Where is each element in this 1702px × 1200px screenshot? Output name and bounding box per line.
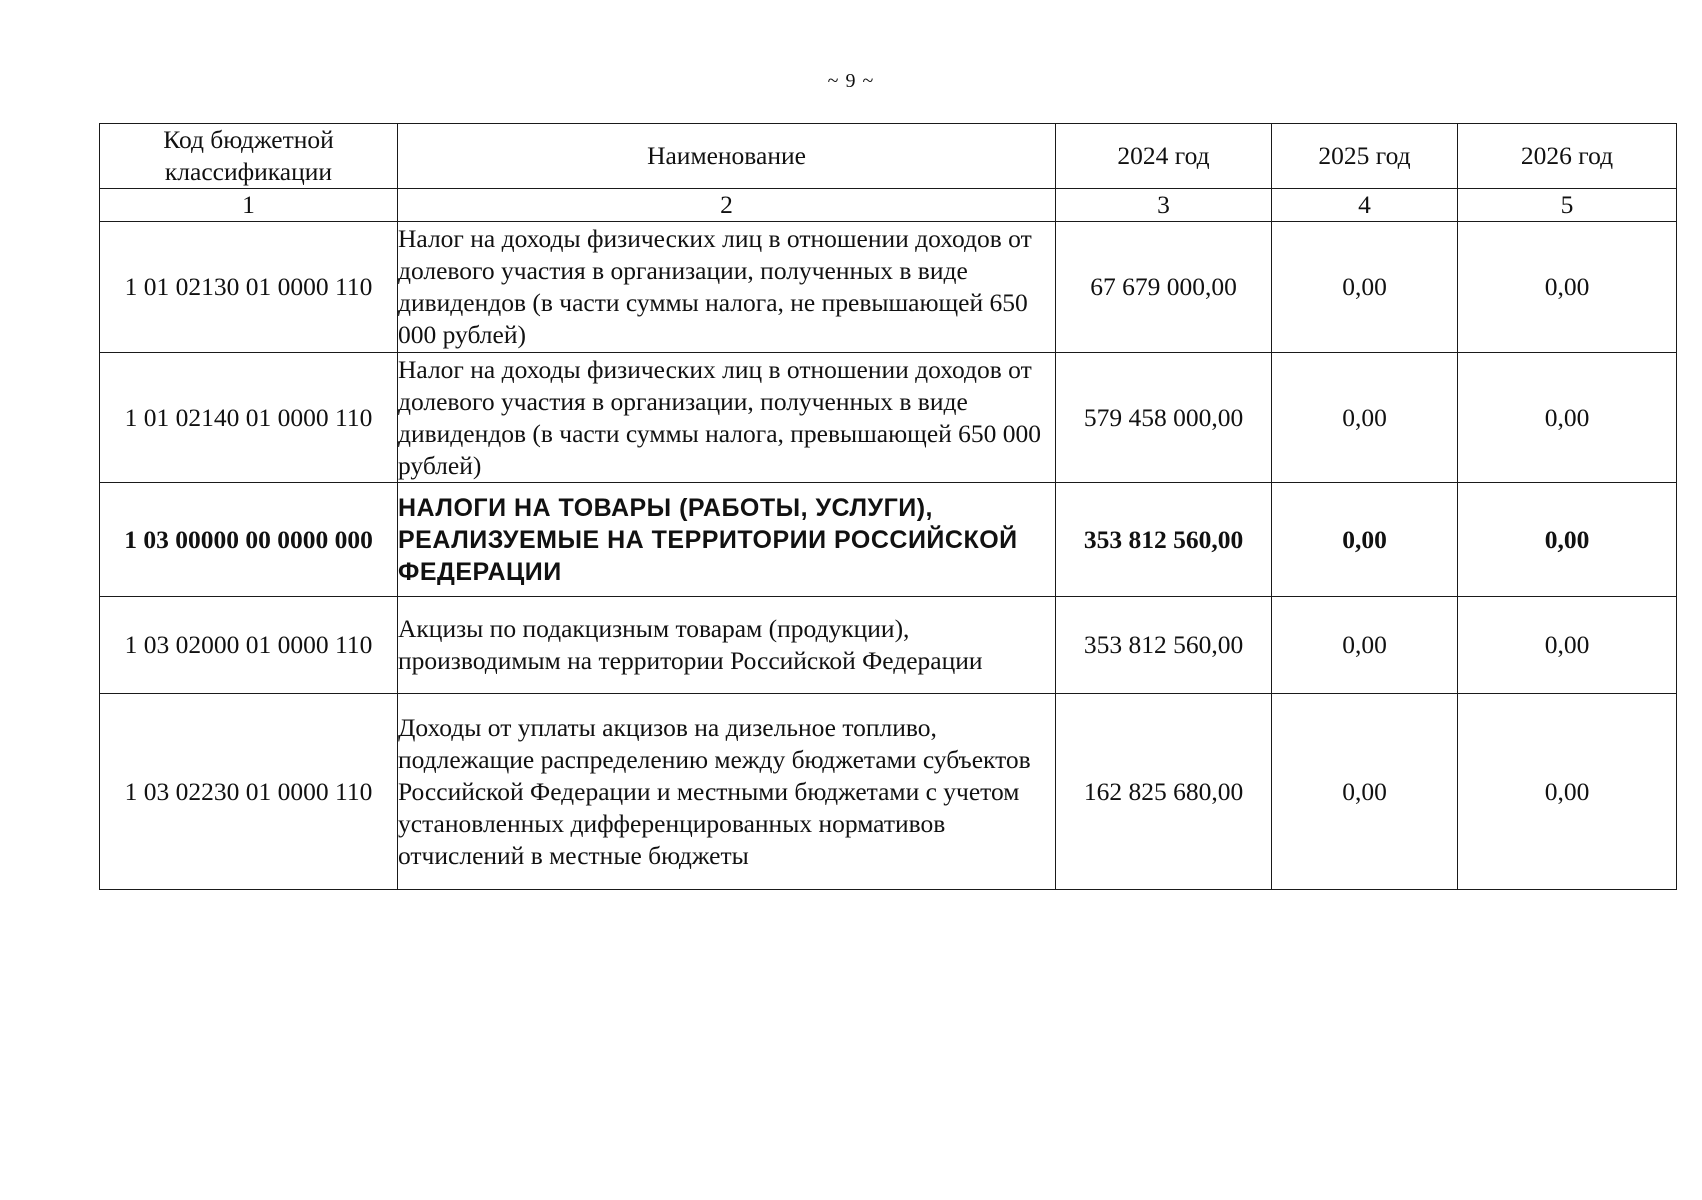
column-number: 5 (1458, 189, 1677, 222)
amount-2024-cell: 162 825 680,00 (1056, 694, 1272, 890)
name-cell: Налог на доходы физических лиц в отношении доходов от долевого участия в организации, полученных в виде дивидендов (в части суммы налога, превышающей 650 000 рублей) (398, 353, 1056, 483)
header-code: Код бюджетной классификации (100, 124, 398, 189)
column-number: 4 (1272, 189, 1458, 222)
amount-2026-cell: 0,00 (1458, 353, 1677, 483)
table-row (100, 694, 1677, 890)
amount-2026-cell: 0,00 (1458, 222, 1677, 353)
amount-2024-cell: 67 679 000,00 (1056, 222, 1272, 353)
header-2025: 2025 год (1272, 124, 1458, 189)
amount-2024-cell: 353 812 560,00 (1056, 483, 1272, 597)
table-header-row (100, 124, 1677, 189)
name-cell: Налог на доходы физических лиц в отношении доходов от долевого участия в организации, полученных в виде дивидендов (в части суммы налога, не превышающей 650 000 рублей) (398, 222, 1056, 353)
amount-2025-cell: 0,00 (1272, 483, 1458, 597)
budget-code-cell: 1 03 02230 01 0000 110 (100, 694, 398, 890)
name-cell: Акцизы по подакцизным товарам (продукции), производимым на территории Российской Федерации (398, 597, 1056, 694)
column-number: 2 (398, 189, 1056, 222)
column-number-row (100, 189, 1677, 222)
amount-2024-cell: 353 812 560,00 (1056, 597, 1272, 694)
name-cell: Доходы от уплаты акцизов на дизельное топливо, подлежащие распределению между бюджетами субъектов Российской Федерации и местными бюджетами с учетом установленных дифференцированных нормативов отчислений в местные бюджеты (398, 694, 1056, 890)
budget-code-cell: 1 03 00000 00 0000 000 (100, 483, 398, 597)
header-2024: 2024 год (1056, 124, 1272, 189)
header-name: Наименование (398, 124, 1056, 189)
budget-code-cell: 1 01 02130 01 0000 110 (100, 222, 398, 353)
table-row (100, 597, 1677, 694)
amount-2024-cell: 579 458 000,00 (1056, 353, 1272, 483)
amount-2026-cell: 0,00 (1458, 597, 1677, 694)
amount-2025-cell: 0,00 (1272, 222, 1458, 353)
page-number: ~ 9 ~ (827, 70, 875, 92)
column-number: 3 (1056, 189, 1272, 222)
table-row (100, 222, 1677, 353)
table-row-section-total (100, 483, 1677, 597)
table-row (100, 353, 1677, 483)
amount-2026-cell: 0,00 (1458, 483, 1677, 597)
budget-code-cell: 1 01 02140 01 0000 110 (100, 353, 398, 483)
budget-table (99, 123, 1677, 890)
amount-2026-cell: 0,00 (1458, 694, 1677, 890)
column-number: 1 (100, 189, 398, 222)
amount-2025-cell: 0,00 (1272, 597, 1458, 694)
amount-2025-cell: 0,00 (1272, 353, 1458, 483)
amount-2025-cell: 0,00 (1272, 694, 1458, 890)
name-cell: НАЛОГИ НА ТОВАРЫ (РАБОТЫ, УСЛУГИ), РЕАЛИЗУЕМЫЕ НА ТЕРРИТОРИИ РОССИЙСКОЙ ФЕДЕРАЦИИ (398, 483, 1056, 597)
budget-code-cell: 1 03 02000 01 0000 110 (100, 597, 398, 694)
header-2026: 2026 год (1458, 124, 1677, 189)
